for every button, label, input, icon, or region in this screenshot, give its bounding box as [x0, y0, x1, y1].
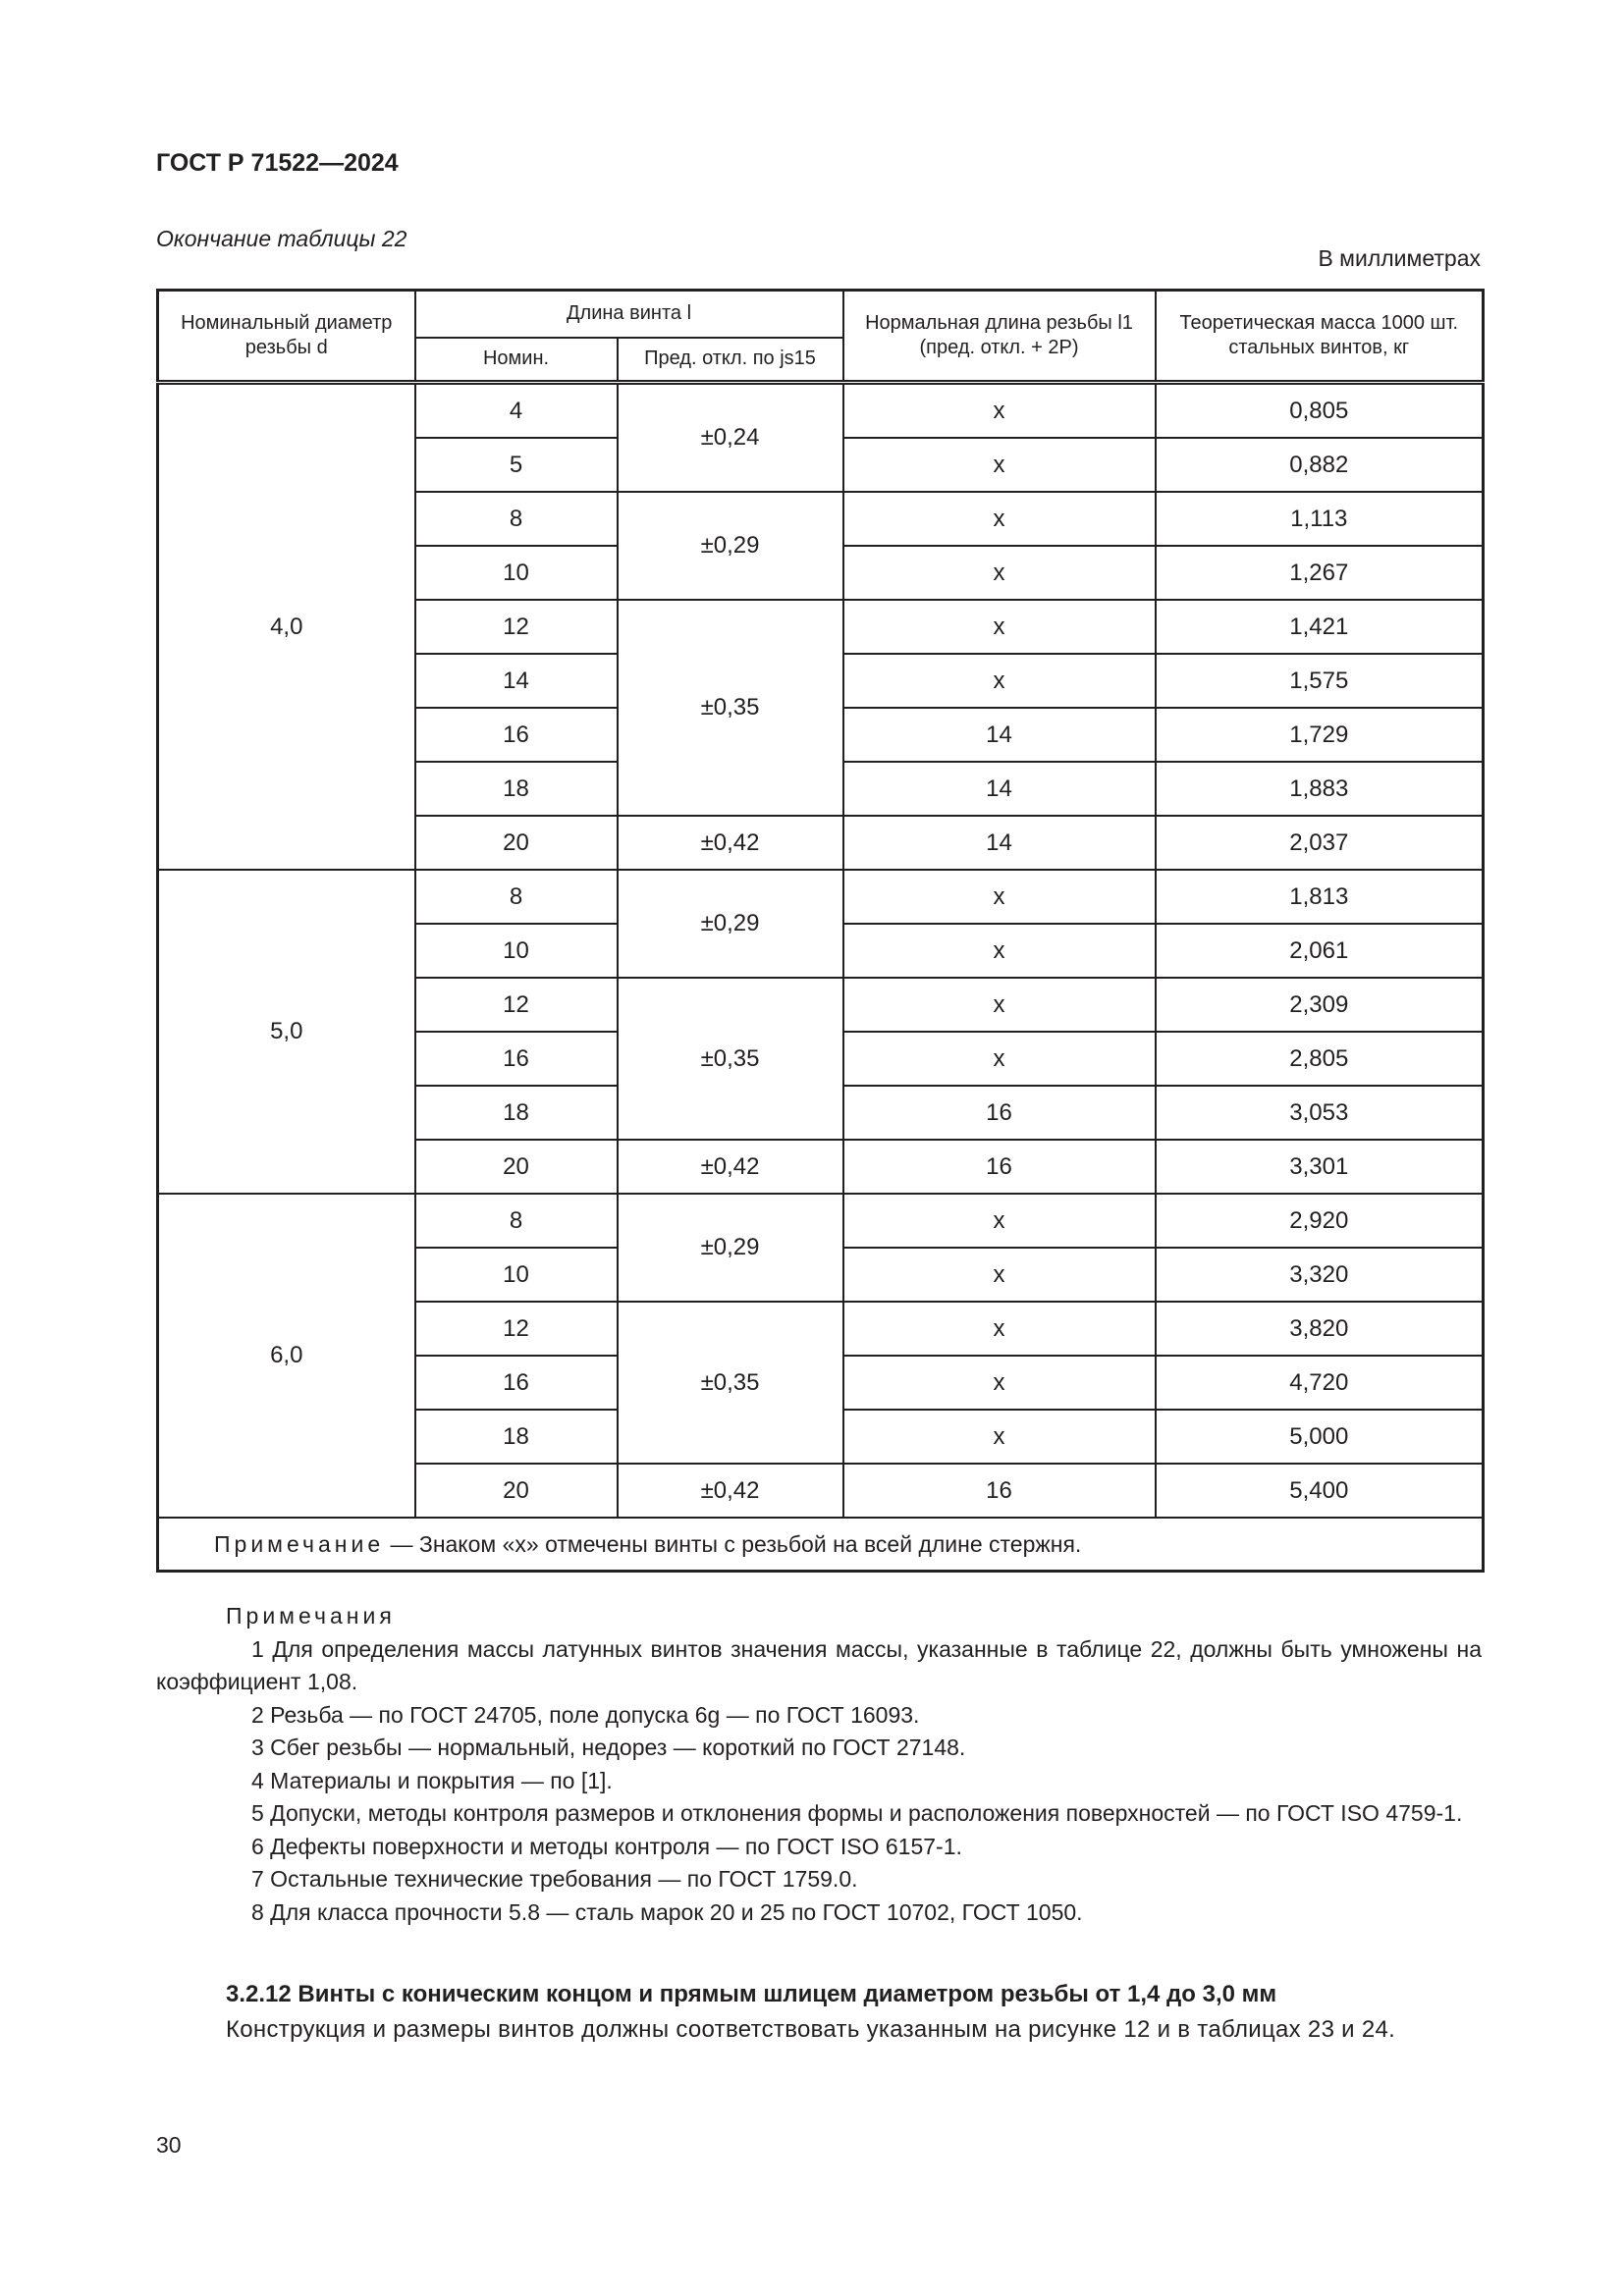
- document-header: ГОСТ Р 71522—2024: [156, 149, 399, 177]
- header-tolerance: Пред. откл. по js15: [618, 338, 843, 383]
- cell-tolerance: ±0,35: [618, 1302, 843, 1464]
- cell-nominal-length: 4: [415, 383, 618, 439]
- cell-nominal-length: 16: [415, 708, 618, 762]
- cell-diameter: 4,0: [158, 383, 415, 871]
- header-thread-length: Нормальная длина резьбы l1 (пред. откл. + 2P): [843, 291, 1156, 383]
- cell-mass: 5,000: [1156, 1410, 1484, 1464]
- cell-mass: 3,301: [1156, 1140, 1484, 1194]
- note-label: Примечание: [214, 1530, 385, 1557]
- note-item: 7 Остальные технические требования — по ГОСТ 1759.0.: [251, 1866, 858, 1892]
- cell-thread-length: x: [843, 438, 1156, 492]
- cell-mass: 2,805: [1156, 1032, 1484, 1086]
- cell-mass: 2,309: [1156, 978, 1484, 1032]
- cell-tolerance: ±0,35: [618, 600, 843, 816]
- cell-nominal-length: 12: [415, 1302, 618, 1356]
- cell-nominal-length: 20: [415, 816, 618, 870]
- cell-mass: 2,061: [1156, 924, 1484, 978]
- header-diameter: Номинальный диаметр резьбы d: [158, 291, 415, 383]
- cell-thread-length: x: [843, 1248, 1156, 1302]
- cell-thread-length: 14: [843, 708, 1156, 762]
- note-item: 3 Сбег резьбы — нормальный, недорез — короткий по ГОСТ 27148.: [251, 1735, 966, 1760]
- cell-nominal-length: 20: [415, 1140, 618, 1194]
- cell-mass: 3,053: [1156, 1086, 1484, 1140]
- cell-mass: 2,037: [1156, 816, 1484, 870]
- section-heading: 3.2.12 Винты с коническим концом и прямым шлицем диаметром резьбы от 1,4 до 3,0 мм: [226, 1981, 1277, 2007]
- cell-nominal-length: 20: [415, 1464, 618, 1518]
- cell-mass: 1,813: [1156, 870, 1484, 924]
- cell-thread-length: 16: [843, 1140, 1156, 1194]
- cell-tolerance: ±0,35: [618, 978, 843, 1140]
- cell-nominal-length: 18: [415, 1410, 618, 1464]
- cell-nominal-length: 16: [415, 1032, 618, 1086]
- note-item: 6 Дефекты поверхности и методы контроля — по ГОСТ ISO 6157-1.: [251, 1833, 962, 1859]
- section-text: Конструкция и размеры винтов должны соответствовать указанным на рисунке 12 и в таблицах 23 и 24.: [226, 2016, 1396, 2043]
- cell-mass: 3,820: [1156, 1302, 1484, 1356]
- cell-thread-length: x: [843, 383, 1156, 439]
- note-item: 8 Для класса прочности 5.8 — сталь марок 20 и 25 по ГОСТ 10702, ГОСТ 1050.: [251, 1898, 1083, 1925]
- cell-thread-length: x: [843, 1194, 1156, 1248]
- table-caption: Окончание таблицы 22: [156, 226, 407, 251]
- notes-block: [156, 1600, 1482, 1929]
- cell-mass: 1,113: [1156, 492, 1484, 546]
- cell-thread-length: x: [843, 978, 1156, 1032]
- screw-table: [156, 289, 1485, 1573]
- cell-nominal-length: 18: [415, 1086, 618, 1140]
- cell-mass: 1,575: [1156, 654, 1484, 708]
- cell-mass: 0,882: [1156, 438, 1484, 492]
- cell-mass: 0,805: [1156, 383, 1484, 439]
- cell-nominal-length: 8: [415, 492, 618, 546]
- cell-thread-length: x: [843, 1302, 1156, 1356]
- cell-thread-length: x: [843, 1032, 1156, 1086]
- cell-mass: 5,400: [1156, 1464, 1484, 1518]
- cell-nominal-length: 12: [415, 600, 618, 654]
- cell-tolerance: ±0,29: [618, 492, 843, 600]
- cell-diameter: 5,0: [158, 870, 415, 1194]
- cell-mass: 1,729: [1156, 708, 1484, 762]
- cell-nominal-length: 14: [415, 654, 618, 708]
- cell-thread-length: 16: [843, 1464, 1156, 1518]
- cell-thread-length: x: [843, 600, 1156, 654]
- notes-title: Примечания: [226, 1603, 396, 1629]
- cell-nominal-length: 16: [415, 1356, 618, 1410]
- cell-nominal-length: 8: [415, 1194, 618, 1248]
- section-3-2-12: [156, 1977, 1482, 2048]
- cell-thread-length: x: [843, 492, 1156, 546]
- cell-nominal-length: 10: [415, 546, 618, 600]
- cell-thread-length: x: [843, 924, 1156, 978]
- note-item: 4 Материалы и покрытия — по [1].: [251, 1767, 613, 1793]
- header-nominal: Номин.: [415, 338, 618, 383]
- cell-tolerance: ±0,29: [618, 870, 843, 978]
- note-text: — Знаком «x» отмечены винты с резьбой на всей длине стержня.: [384, 1530, 1082, 1557]
- cell-nominal-length: 12: [415, 978, 618, 1032]
- page-number: 30: [156, 2132, 182, 2158]
- cell-thread-length: 14: [843, 762, 1156, 816]
- table-note: [158, 1518, 1484, 1572]
- cell-diameter: 6,0: [158, 1194, 415, 1518]
- cell-tolerance: ±0,42: [618, 1464, 843, 1518]
- cell-tolerance: ±0,42: [618, 816, 843, 870]
- note-item: 1 Для определения массы латунных винтов значения массы, указанные в таблице 22, должны быть умножены на коэффициент 1,08.: [156, 1635, 1482, 1694]
- header-length: Длина винта l: [415, 291, 843, 338]
- note-item: 2 Резьба — по ГОСТ 24705, поле допуска 6g — по ГОСТ 16093.: [251, 1701, 920, 1728]
- cell-nominal-length: 5: [415, 438, 618, 492]
- cell-mass: 4,720: [1156, 1356, 1484, 1410]
- cell-mass: 2,920: [1156, 1194, 1484, 1248]
- note-item: 5 Допуски, методы контроля размеров и отклонения формы и расположения поверхностей — по ГОСТ ISO 4759-1.: [251, 1800, 1463, 1826]
- table-row: [158, 870, 1484, 924]
- cell-tolerance: ±0,42: [618, 1140, 843, 1194]
- cell-thread-length: x: [843, 654, 1156, 708]
- header-mass: Теоретическая масса 1000 шт. стальных винтов, кг: [1156, 291, 1484, 383]
- cell-thread-length: x: [843, 870, 1156, 924]
- cell-tolerance: ±0,24: [618, 383, 843, 493]
- cell-mass: 1,883: [1156, 762, 1484, 816]
- cell-nominal-length: 10: [415, 924, 618, 978]
- cell-thread-length: x: [843, 1410, 1156, 1464]
- cell-thread-length: 16: [843, 1086, 1156, 1140]
- cell-nominal-length: 10: [415, 1248, 618, 1302]
- cell-mass: 3,320: [1156, 1248, 1484, 1302]
- table-row: [158, 383, 1484, 439]
- cell-nominal-length: 18: [415, 762, 618, 816]
- table-row: [158, 1194, 1484, 1248]
- cell-thread-length: x: [843, 1356, 1156, 1410]
- cell-thread-length: x: [843, 546, 1156, 600]
- cell-mass: 1,421: [1156, 600, 1484, 654]
- units-label: В миллиметрах: [1318, 245, 1481, 271]
- cell-nominal-length: 8: [415, 870, 618, 924]
- cell-thread-length: 14: [843, 816, 1156, 870]
- cell-tolerance: ±0,29: [618, 1194, 843, 1302]
- cell-mass: 1,267: [1156, 546, 1484, 600]
